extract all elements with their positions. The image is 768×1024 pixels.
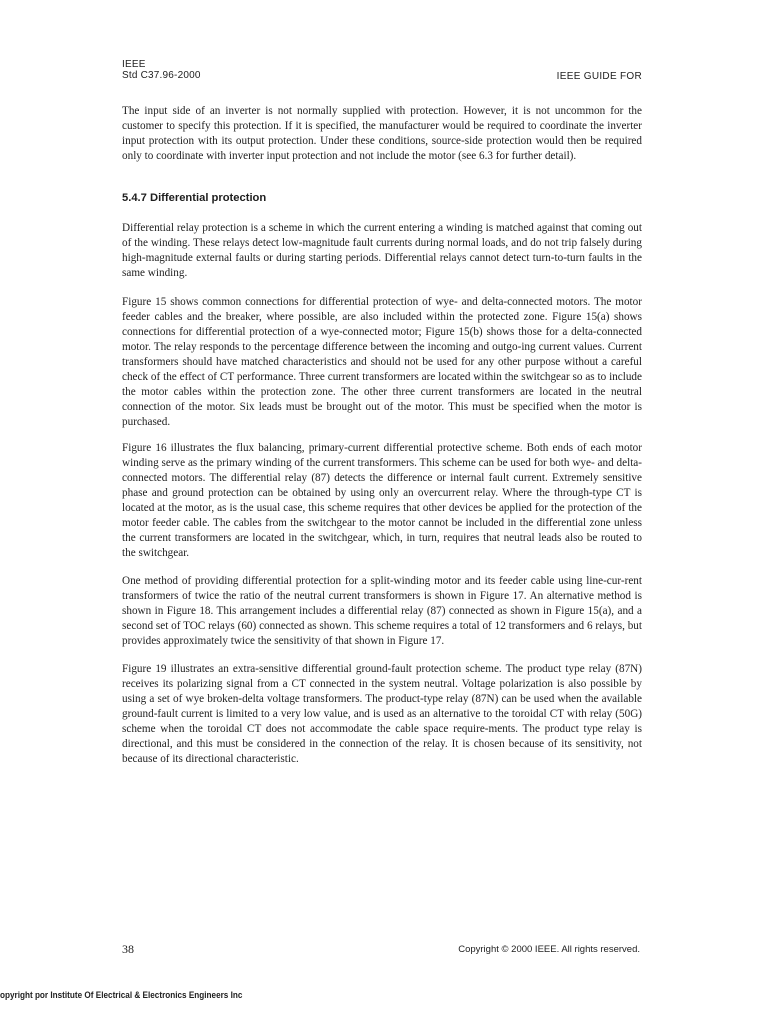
copyright-notice: Copyright © 2000 IEEE. All rights reserved. <box>458 944 640 955</box>
section-paragraph-1: Differential relay protection is a scheme in which the current entering a winding is matched against that coming out of the winding. These relays detect low-magnitude fault currents during normal loads, and do not trip falsely during high-magnitude external faults or during starting periods. Differential relays cannot detect turn-to-turn faults in the same winding. <box>122 222 642 279</box>
page-number: 38 <box>122 942 134 956</box>
section-paragraph-3: Figure 16 illustrates the flux balancing, primary-current differential protective scheme. Both ends of each motor winding serve as the primary winding of the current transformers. This scheme can be used for both wye- and delta-connected motors. The differential relay (87) detects the difference or internal fault current. Extremely sensitive phase and ground protection can be obtained by using only an overcurrent relay. Where the through-type CT is located at the motor, as is the usual case, this scheme requires that other devices be applied for the protection of the motor feeder cable. The cables from the switchgear to the motor cannot be included in the differential zone unless the current transformers are located in the switchgear, which, in turn, requires that neutral leads also be routed to the switchgear. <box>122 442 642 559</box>
section-paragraph-4: One method of providing differential protection for a split-winding motor and its feeder cable using line-cur-rent transformers of twice the ratio of the neutral current transformers is shown in Figure 17. An alternative method is shown in Figure 18. This arrangement includes a differential relay (87) connected as shown in Figure 15(a), and a second set of TOC relays (60) connected as shown. This scheme requires a total of 12 transformers and 6 relays, but provides approximately twice the sensitivity of that shown in Figure 17. <box>122 575 642 647</box>
header-standard-id <box>122 59 201 81</box>
header-running-title: IEEE GUIDE FOR <box>556 71 642 82</box>
section-paragraph-5: Figure 19 illustrates an extra-sensitive differential ground-fault protection scheme. The product type relay (87N) receives its polarizing signal from a CT connected in the system neutral. Voltage polarization is also possible by using a set of wye broken-delta voltage transformers. The product-type relay (87N) can be used when the available ground-fault current is limited to a very low value, and is used as an alternative to the toroidal CT with relay (50G) scheme when the toroidal CT does not accommodate the cable space require-ments. The product type relay is directional, and this must be considered in the connection of the relay. It is chosen because of its sensitivity, not because of its directional characteristic. <box>122 663 642 765</box>
section-heading: 5.4.7 Differential protection <box>122 192 267 204</box>
header-standard-number: Std C37.96-2000 <box>122 70 201 81</box>
license-watermark: opyright por Institute Of Electrical & Electronics Engineers Inc <box>0 990 243 1001</box>
intro-paragraph: The input side of an inverter is not normally supplied with protection. However, it is not uncommon for the customer to specify this protection. If it is specified, the manufacturer would be required to coordinate the inverter input protection with its output protection. Under these conditions, source-side protection would then be required only to coordinate with inverter input protection and not include the motor (see 6.3 for further detail). <box>122 105 642 162</box>
section-paragraph-2: Figure 15 shows common connections for differential protection of wye- and delta-connected motors. The motor feeder cables and the breaker, where possible, are also included within the protected zone. Figure 15(a) shows connections for differential protection of a wye-connected motor; Figure 15(b) shows those for a delta-connected motor. The relay responds to the percentage difference between the incoming and outgo-ing current values. Current transformers should have matched characteristics and should not be used for any other purpose without a careful check of the effect of CT performance. Three current transformers are located within the switchgear so as to include the motor cables within the protection zone. The other three current transformers are located in the neutral connection of the motor. Six leads must be brought out of the motor. This must be specified when the motor is purchased. <box>122 296 642 428</box>
header-org: IEEE <box>122 59 146 70</box>
